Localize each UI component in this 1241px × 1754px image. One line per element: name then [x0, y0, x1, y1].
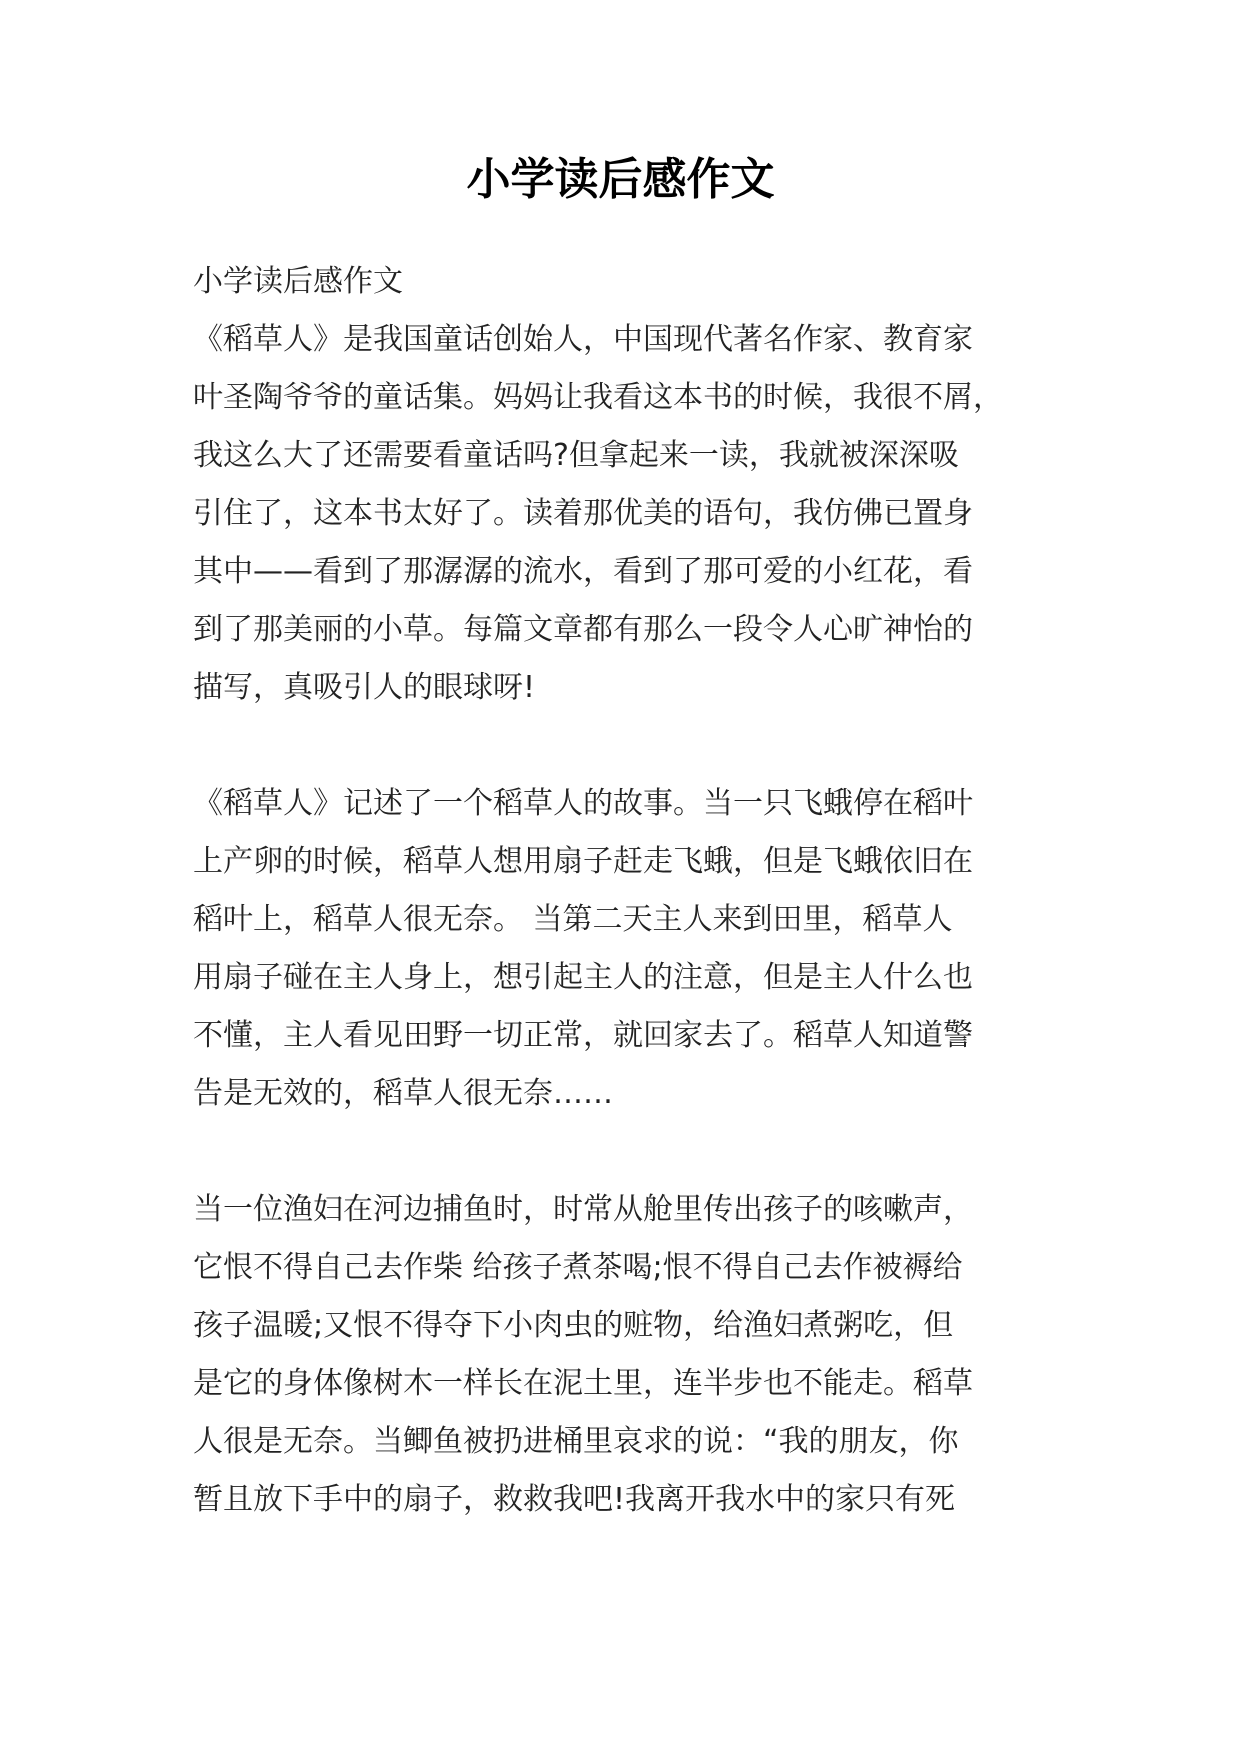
subtitle-line: 小学读后感作文	[193, 264, 403, 299]
paragraph-line: 是它的身体像树木一样长在泥土里，连半步也不能走。稻草	[193, 1366, 973, 1401]
paragraph-line: 我这么大了还需要看童话吗?但拿起来一读，我就被深深吸	[193, 438, 959, 473]
paragraph-line: 它恨不得自己去作柴 给孩子煮茶喝;恨不得自己去作被褥给	[193, 1250, 963, 1285]
paragraph-line: 当一位渔妇在河边捕鱼时，时常从舱里传出孩子的咳嗽声，	[193, 1192, 973, 1227]
paragraph-line: 叶圣陶爷爷的童话集。妈妈让我看这本书的时候，我很不屑，	[193, 380, 1003, 415]
paragraph-line: 《稻草人》记述了一个稻草人的故事。当一只飞蛾停在稻叶	[193, 786, 973, 821]
document-title: 小学读后感作文	[466, 154, 775, 205]
paragraph-1	[193, 311, 1073, 717]
paragraph-line: 引住了，这本书太好了。读着那优美的语句，我仿佛已置身	[193, 496, 973, 531]
paragraph-line: 稻叶上，稻草人很无奈。 当第二天主人来到田里，稻草人	[193, 902, 953, 937]
paragraph-line: 孩子温暖;又恨不得夺下小肉虫的赃物，给渔妇煮粥吃，但	[193, 1308, 954, 1343]
paragraph-line: 描写，真吸引人的眼球呀!	[193, 670, 536, 705]
paragraph-line: 人很是无奈。当鲫鱼被扔进桶里哀求的说：“我的朋友，你	[193, 1424, 959, 1459]
paragraph-line: 到了那美丽的小草。每篇文章都有那么一段令人心旷神怡的	[193, 612, 973, 647]
paragraph-3	[193, 1181, 1073, 1529]
paragraph-line: 用扇子碰在主人身上，想引起主人的注意，但是主人什么也	[193, 960, 973, 995]
paragraph-2	[193, 775, 1073, 1123]
paragraph-line: 上产卵的时候，稻草人想用扇子赶走飞蛾，但是飞蛾依旧在	[193, 844, 973, 879]
paragraph-line: 暂且放下手中的扇子，救救我吧!我离开我水中的家只有死	[193, 1482, 956, 1517]
paragraph-line: 其中——看到了那潺潺的流水，看到了那可爱的小红花，看	[193, 554, 973, 589]
document-subtitle	[193, 253, 1073, 311]
paragraph-line: 《稻草人》是我国童话创始人，中国现代著名作家、教育家	[193, 322, 973, 357]
paragraph-line: 告是无效的，稻草人很无奈……	[193, 1076, 613, 1111]
paragraph-line: 不懂，主人看见田野一切正常，就回家去了。稻草人知道警	[193, 1018, 973, 1053]
